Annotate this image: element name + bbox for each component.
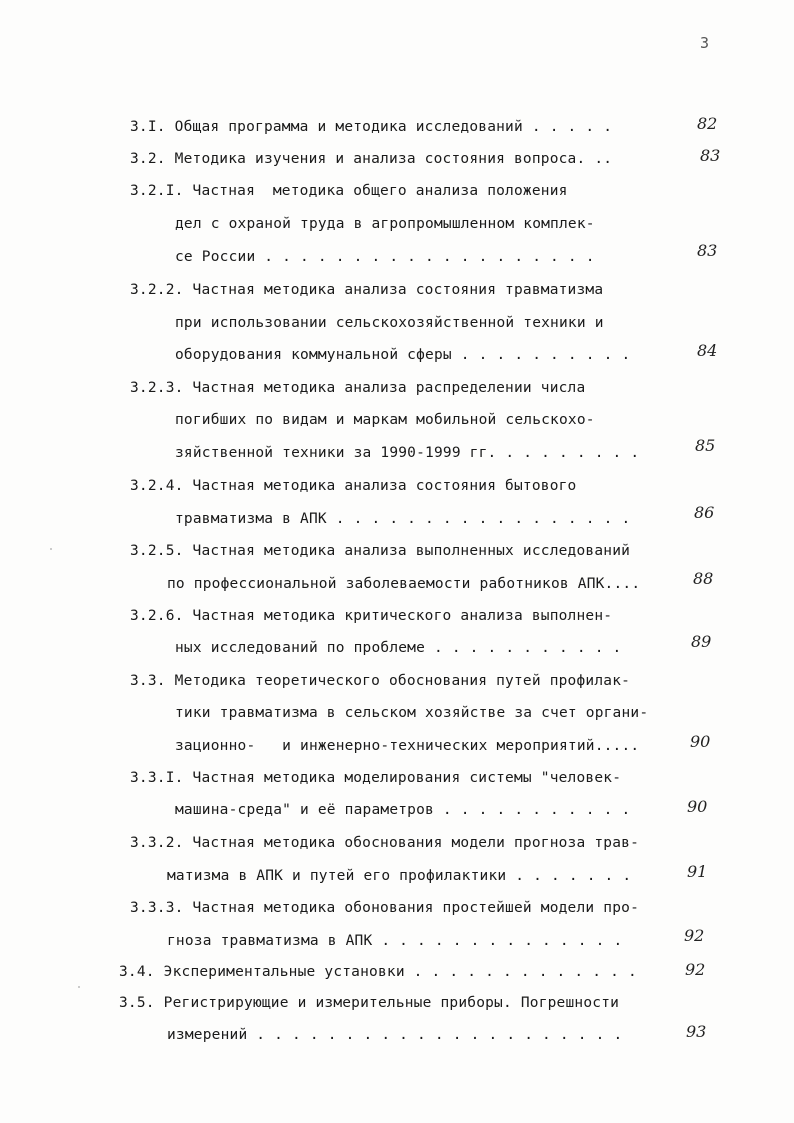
toc-line: погибших по видам и маркам мобильной сельскохо- (175, 412, 595, 428)
toc-page-number: 92 (685, 960, 706, 979)
toc-line: зационно- и инженерно-технических мероприятий..... (175, 738, 640, 754)
toc-line: травматизма в АПК . . . . . . . . . . . . . . . . . (175, 511, 631, 527)
toc-line: дел с охраной труда в агропромышленном комплек- (175, 216, 595, 232)
scan-speck (78, 986, 80, 988)
toc-line: 3.3.2. Частная методика обоснования модели прогноза трав- (130, 835, 639, 851)
toc-line: 3.2.2. Частная методика анализа состояния травматизма (130, 282, 604, 298)
toc-page-number: 93 (686, 1022, 707, 1041)
toc-line: зяйственной техники за 1990-1999 гг. . . . . . . . . (175, 445, 640, 461)
toc-line: 3.2.6. Частная методика критического анализа выполнен- (130, 608, 613, 624)
toc-line: при использовании сельскохозяйственной техники и (175, 315, 604, 331)
toc-line: 3.3.I. Частная методика моделирования системы "человек- (130, 770, 622, 786)
toc-line: 3.2.4. Частная методика анализа состояния бытового (130, 478, 577, 494)
toc-line: 3.2. Методика изучения и анализа состояния вопроса. .. (130, 151, 613, 167)
toc-line: измерений . . . . . . . . . . . . . . . . . . . . . (167, 1027, 623, 1043)
toc-line: 3.I. Общая программа и методика исследований . . . . . (130, 119, 613, 135)
toc-line: 3.3.3. Частная методика обонования простейшей модели про- (130, 900, 639, 916)
toc-line: машина-среда" и её параметров . . . . . . . . . . . (175, 802, 631, 818)
toc-page-number: 82 (697, 114, 718, 133)
toc-line: тики травматизма в сельском хозяйстве за счет органи- (175, 705, 649, 721)
page-number: 3 (700, 34, 710, 52)
toc-page-number: 90 (687, 797, 708, 816)
toc-page-number: 84 (697, 341, 718, 360)
toc-line: гноза травматизма в АПК . . . . . . . . . . . . . . (167, 933, 623, 949)
toc-line: 3.2.I. Частная методика общего анализа положения (130, 183, 568, 199)
toc-line: 3.2.3. Частная методика анализа распределении числа (130, 380, 586, 396)
toc-line: матизма в АПК и путей его профилактики . . . . . . . (167, 868, 632, 884)
toc-line: се России . . . . . . . . . . . . . . . . . . . (175, 249, 595, 265)
toc-page-number: 83 (697, 241, 718, 260)
toc-page-number: 85 (695, 436, 716, 455)
toc-page-number: 91 (687, 862, 708, 881)
toc-page-number: 89 (691, 632, 712, 651)
toc-line: 3.4. Экспериментальные установки . . . . . . . . . . . . . (119, 964, 637, 980)
toc-page-number: 88 (693, 569, 714, 588)
toc-page-number: 83 (700, 146, 721, 165)
toc-line: 3.5. Регистрирующие и измерительные приборы. Погрешности (119, 995, 620, 1011)
toc-line: по профессиональной заболеваемости работников АПК.... (167, 576, 641, 592)
toc-line: оборудования коммунальной сферы . . . . . . . . . . (175, 347, 631, 363)
toc-page-number: 90 (690, 732, 711, 751)
toc-page-number: 86 (694, 503, 715, 522)
toc-line: 3.3. Методика теоретического обоснования путей профилак- (130, 673, 631, 689)
scan-speck (50, 548, 52, 550)
toc-page-number: 92 (684, 926, 705, 945)
toc-line: ных исследований по проблеме . . . . . . . . . . . (175, 640, 622, 656)
toc-line: 3.2.5. Частная методика анализа выполненных исследований (130, 543, 631, 559)
